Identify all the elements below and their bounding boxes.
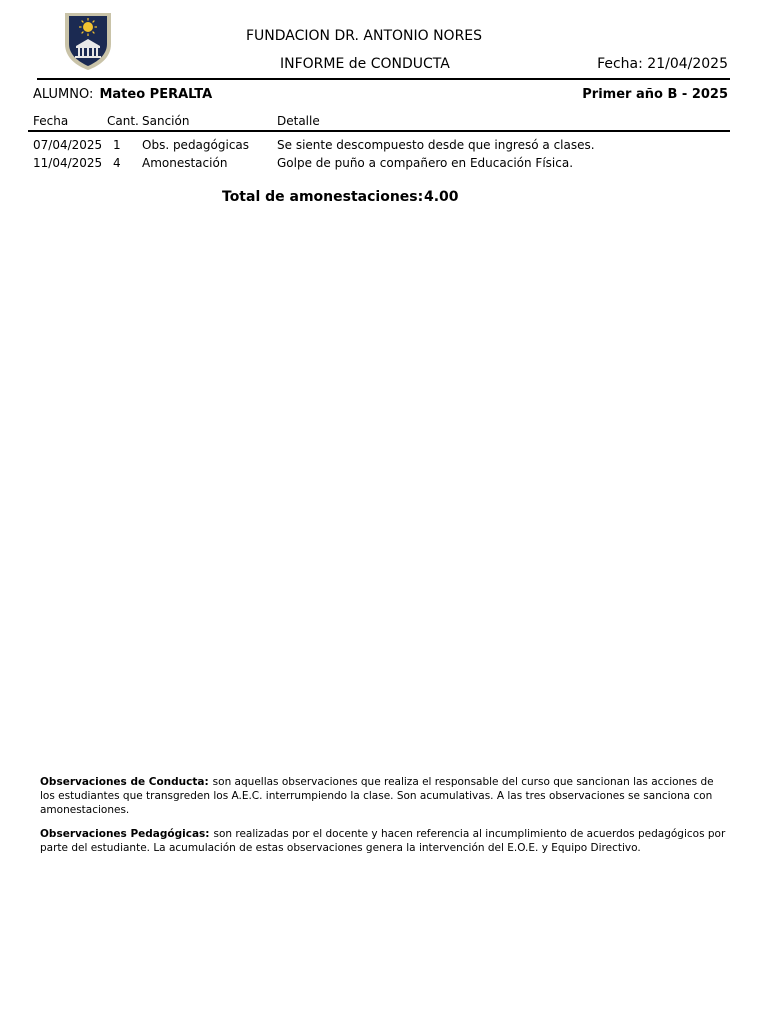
row-detalle: Se siente descompuesto desde que ingresó a clases. [277, 138, 595, 152]
student-name: Mateo PERALTA [99, 87, 213, 102]
row-cant: 4 [113, 156, 121, 170]
row-fecha: 07/04/2025 [33, 138, 103, 152]
note-text: son realizadas por el docente y hacen referencia al incumplimiento de acuerdos pedagógicos por parte del estudiante. La acumulación de estas observaciones genera la intervención del E.O.E. y Equipo Directivo. [40, 828, 726, 854]
row-fecha: 11/04/2025 [33, 156, 103, 170]
table-header-divider [28, 130, 730, 132]
institution-crest-icon [61, 10, 115, 72]
header-divider [37, 78, 730, 80]
report-title: INFORME de CONDUCTA [280, 56, 450, 72]
row-detalle: Golpe de puño a compañero en Educación Física. [277, 156, 574, 170]
column-header-sancion: Sanción [142, 114, 190, 128]
course-name: Primer año B - 2025 [582, 87, 728, 102]
row-sancion: Amonestación [142, 156, 228, 170]
column-header-detalle: Detalle [277, 114, 320, 128]
row-sancion: Obs. pedagógicas [142, 138, 250, 152]
note-title: Observaciones de Conducta: [40, 776, 209, 788]
column-header-cant: Cant. [107, 114, 139, 128]
total-label: Total de amonestaciones: [222, 189, 424, 205]
pedagogical-observations-note [40, 827, 730, 855]
total-value: 4.00 [424, 189, 459, 205]
row-cant: 1 [113, 138, 121, 152]
note-text: son aquellas observaciones que realiza el responsable del curso que sancionan las acciones de los estudiantes que transgreden los A.E.C. interrumpiendo la clase. Son acumulativas. A las tres observaciones se sanciona con amonestaciones. [40, 776, 714, 816]
table-row [0, 156, 768, 174]
report-date: Fecha: 21/04/2025 [597, 56, 728, 72]
note-title: Observaciones Pedagógicas: [40, 828, 210, 840]
student-info [33, 87, 212, 102]
organization-name: FUNDACION DR. ANTONIO NORES [246, 28, 483, 44]
student-label: ALUMNO: [33, 87, 94, 102]
table-row [0, 138, 768, 156]
conduct-observations-note [40, 775, 730, 817]
column-header-fecha: Fecha [33, 114, 69, 128]
